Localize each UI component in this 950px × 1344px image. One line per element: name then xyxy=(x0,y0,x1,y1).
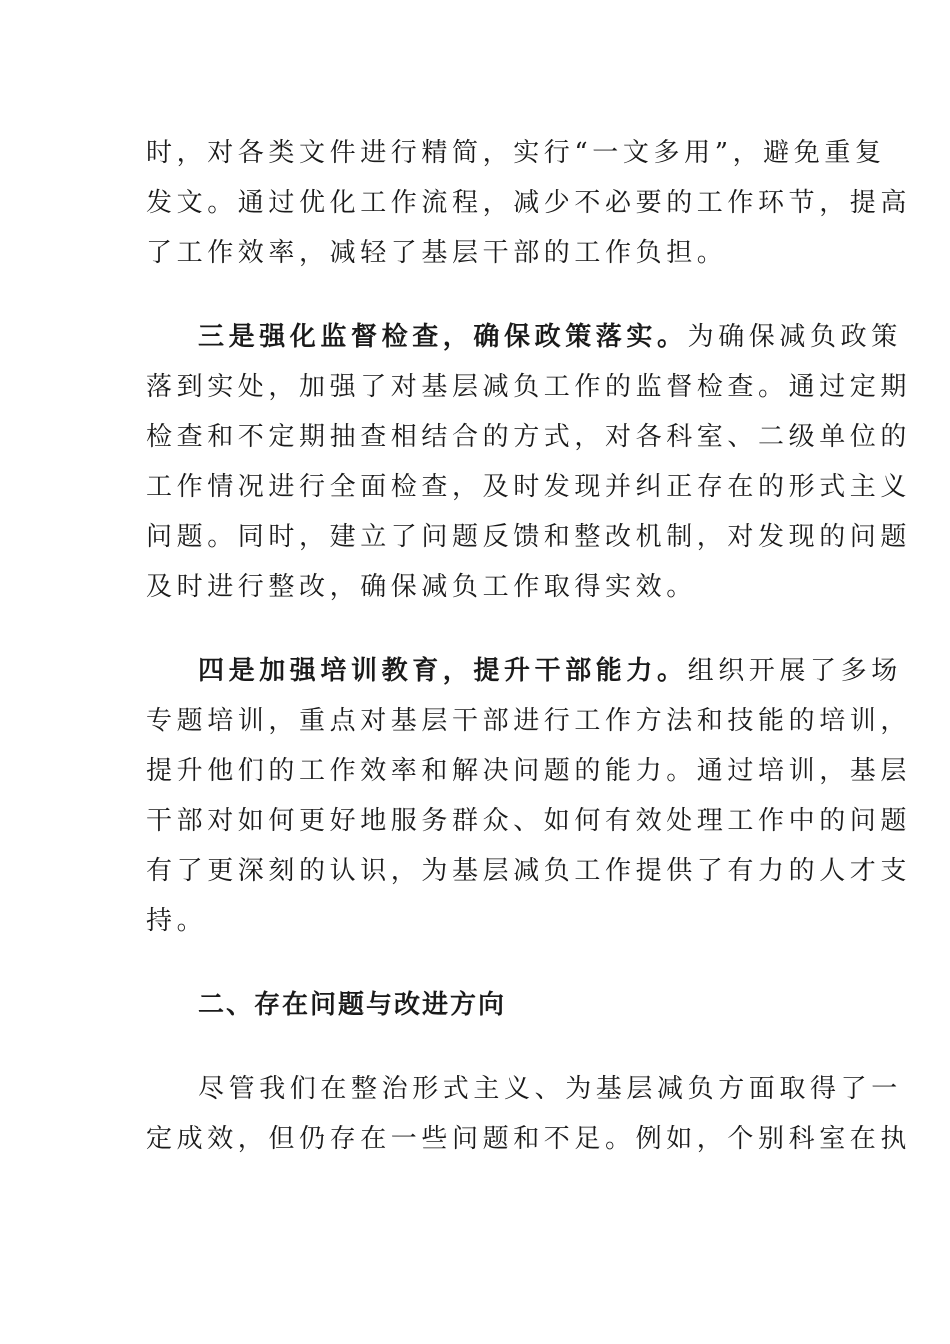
paragraph-problems xyxy=(146,1064,912,1164)
document-page xyxy=(146,128,912,1164)
paragraph-supervision xyxy=(146,312,912,612)
text-line xyxy=(146,312,902,362)
text-line: 提升他们的工作效率和解决问题的能力。通过培训，基层 xyxy=(146,756,912,786)
text-line: 发文。通过优化工作流程，减少不必要的工作环节，提高 xyxy=(146,188,912,218)
paragraph-gap xyxy=(146,612,786,646)
section-heading: 二、存在问题与改进方向 xyxy=(198,990,507,1020)
text-line: 了工作效率，减轻了基层干部的工作负担。 xyxy=(146,238,728,268)
paragraph-gap xyxy=(146,946,786,980)
paragraph-continuation xyxy=(146,128,912,278)
paragraph-training xyxy=(146,646,912,946)
paragraph-lead-rest: 组织开展了多场 xyxy=(687,656,902,686)
text-line: 有了更深刻的认识，为基层减负工作提供了有力的人才支 xyxy=(146,856,912,886)
text-line: 及时进行整改，确保减负工作取得实效。 xyxy=(146,572,697,602)
paragraph-lead: 四是加强培训教育，提升干部能力。 xyxy=(198,656,688,686)
paragraph-lead-rest: 为确保减负政策 xyxy=(687,322,902,352)
text-line: 工作情况进行全面检查，及时发现并纠正存在的形式主义 xyxy=(146,472,912,502)
text-line: 干部对如何更好地服务群众、如何有效处理工作中的问题 xyxy=(146,806,912,836)
text-line: 检查和不定期抽查相结合的方式，对各科室、二级单位的 xyxy=(146,422,912,452)
text-line: 时，对各类文件进行精简，实行“一文多用”，避免重复 xyxy=(146,138,886,168)
text-line xyxy=(146,646,902,696)
text-line: 专题培训，重点对基层干部进行工作方法和技能的培训， xyxy=(146,706,912,736)
text-line: 尽管我们在整治形式主义、为基层减负方面取得了一 xyxy=(198,1074,902,1104)
text-line: 问题。同时，建立了问题反馈和整改机制，对发现的问题 xyxy=(146,522,912,552)
paragraph-gap xyxy=(146,1030,786,1064)
text-line: 定成效，但仍存在一些问题和不足。例如，个别科室在执 xyxy=(146,1124,912,1154)
paragraph-lead: 三是强化监督检查，确保政策落实。 xyxy=(198,322,688,352)
text-line: 持。 xyxy=(146,906,208,936)
text-line: 落到实处，加强了对基层减负工作的监督检查。通过定期 xyxy=(146,372,912,402)
paragraph-gap xyxy=(146,278,786,312)
